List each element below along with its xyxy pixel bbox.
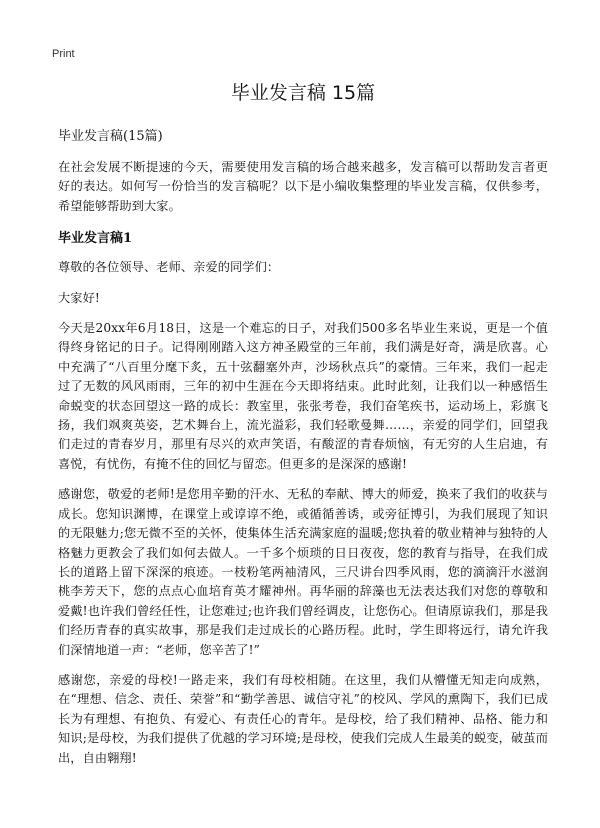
body-paragraph-3: 感谢您，亲爱的母校!一路走来，我们有母校相随。在这里，我们从懵懂无知走向成熟，在“理想、信念、责任、荣誉”和“勤学善思、诚信守礼”的校风、学风的熏陶下，我们已成长为有理想、有抱负、有爱心、有责任心的青年。是母校，给了我们精神、品格、能力和知识;是母校，为我们提供了优越的学习环境;是母校，使我们完成人生最美的蜕变，破茧而出，自由翱翔! — [58, 672, 548, 765]
section-heading: 毕业发言稿1 — [58, 231, 133, 247]
intro-paragraph: 在社会发展不断提速的今天，需要使用发言稿的场合越来越多，发言稿可以帮助发言者更好的表达。如何写一份恰当的发言稿呢？以下是小编收集整理的毕业发言稿，仅供参考，希望能够帮助到大家。 — [58, 160, 548, 213]
print-label[interactable]: Print — [52, 48, 75, 60]
document-subtitle: 毕业发言稿(15篇) — [58, 129, 163, 144]
salutation: 尊敬的各位领导、老师、亲爱的同学们： — [58, 260, 280, 275]
document-body — [58, 78, 548, 779]
greeting: 大家好! — [58, 290, 100, 305]
body-paragraph-2: 感谢您，敬爱的老师!是您用辛勤的汗水、无私的奉献、博大的师爱，换来了我们的收获与成长。您知识渊博，在课堂上或谆谆不绝，或循循善诱，或旁征博引，为我们展现了知识的无限魅力;您无微不至的关怀，使集体生活充满家庭的温暖;您执着的敬业精神与独特的人格魅力更教会了我们如何去做人。一千多个烦琐的日日夜夜，您的教育与指导，在我们成长的道路上留下深深的痕迹。一枝粉笔两袖清风，三尺讲台四季风雨，您的滴滴汗水滋润桃李芳天下，您的点点心血培育英才耀神州。再华丽的辞藻也无法表达我们对您的尊敬和爱戴!也许我们曾经任性，让您难过;也许我们曾经调皮，让您伤心。但请原谅我们，那是我们经历青春的真实故事，那是我们走过成长的心路历程。此时，学生即将远行，请允许我们深情地道一声：“老师，您辛苦了!” — [58, 487, 548, 657]
body-paragraph-1: 今天是20xx年6月18日，这是一个难忘的日子，对我们500多名毕业生来说，更是一个值得终身铭记的日子。记得刚刚踏入这方神圣殿堂的三年前，我们满是好奇，满是欣喜。心中充满了“八百里分麾下炙，五十弦翻塞外声，沙场秋点兵”的豪情。三年来，我们一起走过了无数的风风雨雨，三年的初中生涯在今天即将结束。此时此刻，让我们以一种感悟生命蜕变的状态回望这一路的成长：教室里，张张考卷，我们奋笔疾书，运动场上，彩旗飞扬，我们飒爽英姿，艺术舞台上，流光溢彩，我们轻歌曼舞……，亲爱的同学们，回望我们走过的青春岁月，那里有尽兴的欢声笑语，有酸涩的青春烦恼，有无穷的人生启迪，有喜悦，有忧伤，有掩不住的回忆与留恋。但更多的是深深的感谢! — [58, 321, 548, 471]
document-title: 毕业发言稿 15篇 — [230, 82, 376, 104]
